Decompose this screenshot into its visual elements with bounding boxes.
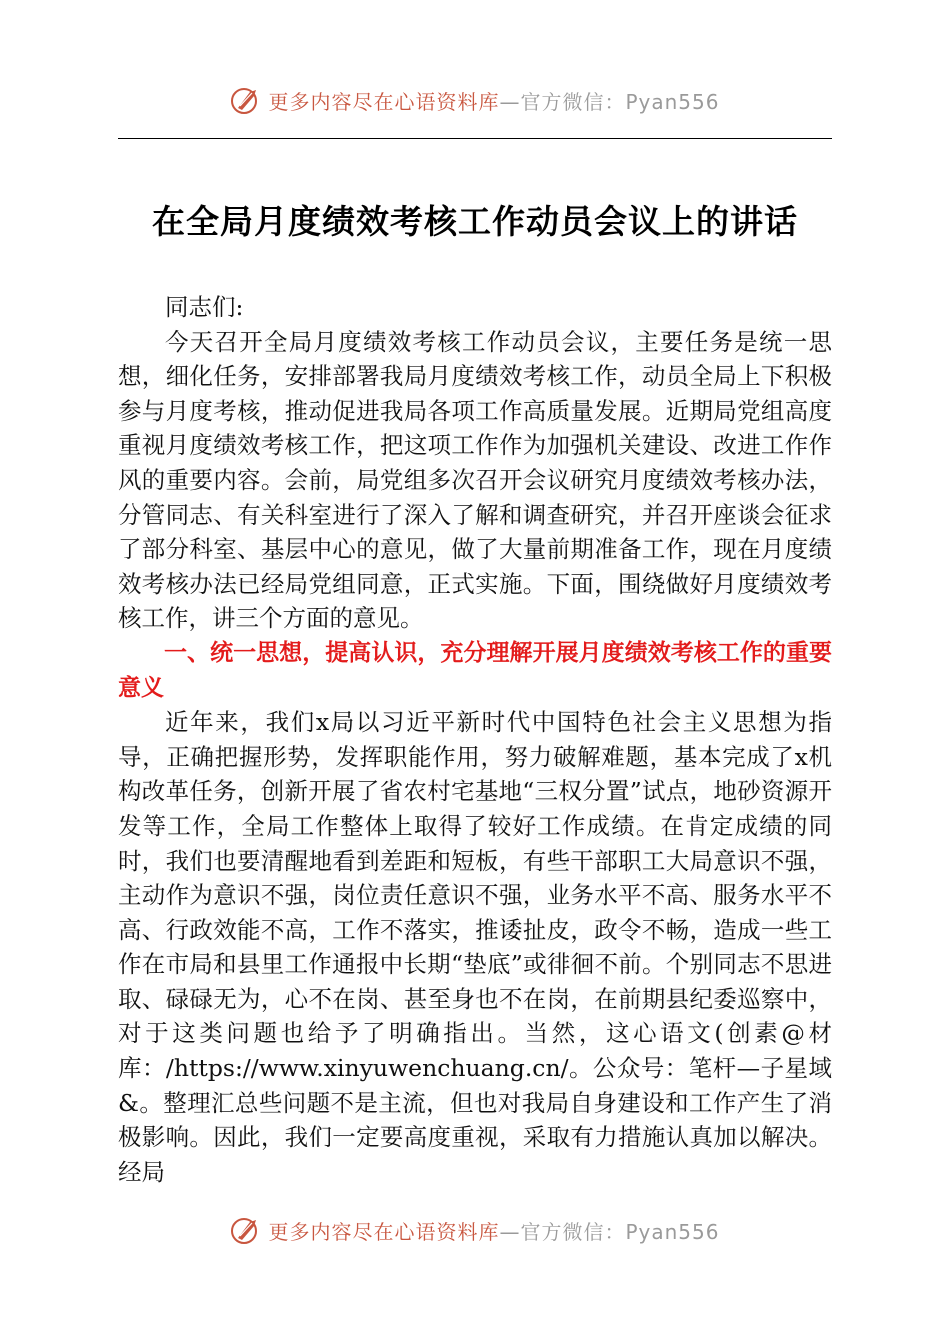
banner-brand-text: 更多内容尽在心语资料库 — [268, 89, 500, 114]
document-body — [118, 290, 832, 1189]
pen-nib-logo-icon — [230, 1214, 262, 1246]
document-title: 在全局月度绩效考核工作动员会议上的讲话 — [152, 202, 798, 241]
pen-nib-logo-icon — [230, 84, 262, 116]
footer-banner — [0, 1210, 950, 1250]
header-divider — [118, 138, 832, 139]
section-heading-1: 一、统一思想，提高认识，充分理解开展月度绩效考核工作的重要意义 — [118, 639, 832, 701]
greeting: 同志们: — [165, 293, 244, 321]
header-banner — [0, 80, 950, 120]
footer-brand-text: 更多内容尽在心语资料库 — [268, 1219, 500, 1244]
footer-wechat-text: —官方微信：Pyan556 — [499, 1219, 720, 1244]
banner-wechat-text: —官方微信：Pyan556 — [499, 89, 720, 114]
paragraph-intro: 今天召开全局月度绩效考核工作动员会议，主要任务是统一思想，细化任务，安排部署我局月度绩效考核工作，动员全局上下积极参与月度考核，推动促进我局各项工作高质量发展。近期局党组高度重视月度绩效考核工作，把这项工作作为加强机关建设、改进工作作风的重要内容。会前，局党组多次召开会议研究月度绩效考核办法，分管同志、有关科室进行了深入了解和调查研究，并召开座谈会征求了部分科室、基层中心的意见，做了大量前期准备工作，现在月度绩效考核办法已经局党组同意，正式实施。下面，围绕做好月度绩效考核工作，讲三个方面的意见。 — [118, 327, 832, 633]
paragraph-section-1: 近年来，我们x局以习近平新时代中国特色社会主义思想为指导，正确把握形势，发挥职能作用，努力破解难题，基本完成了x机构改革任务，创新开展了省农村宅基地“三权分置”试点，地砂资源开发等工作，全局工作整体上取得了较好工作成绩。在肯定成绩的同时，我们也要清醒地看到差距和短板，有些干部职工大局意识不强，主动作为意识不强，岗位责任意识不强，业务水平不高、服务水平不高、行政效能不高，工作不落实，推诿扯皮，政令不畅，造成一些工作在市局和县里工作通报中长期“垫底”或徘徊不前。个别同志不思进取、碌碌无为，心不在岗、甚至身也不在岗，在前期县纪委巡察中，对于这类问题也给予了明确指出。当然，这心语文(创素@材库：/https://www.xinyuwenchuang.cn/。公众号：笔杆—子星域&。整理汇总些问题不是主流，但也对我局自身建设和工作产生了消极影响。因此，我们一定要高度重视，采取有力措施认真加以解决。经局 — [118, 708, 832, 1186]
